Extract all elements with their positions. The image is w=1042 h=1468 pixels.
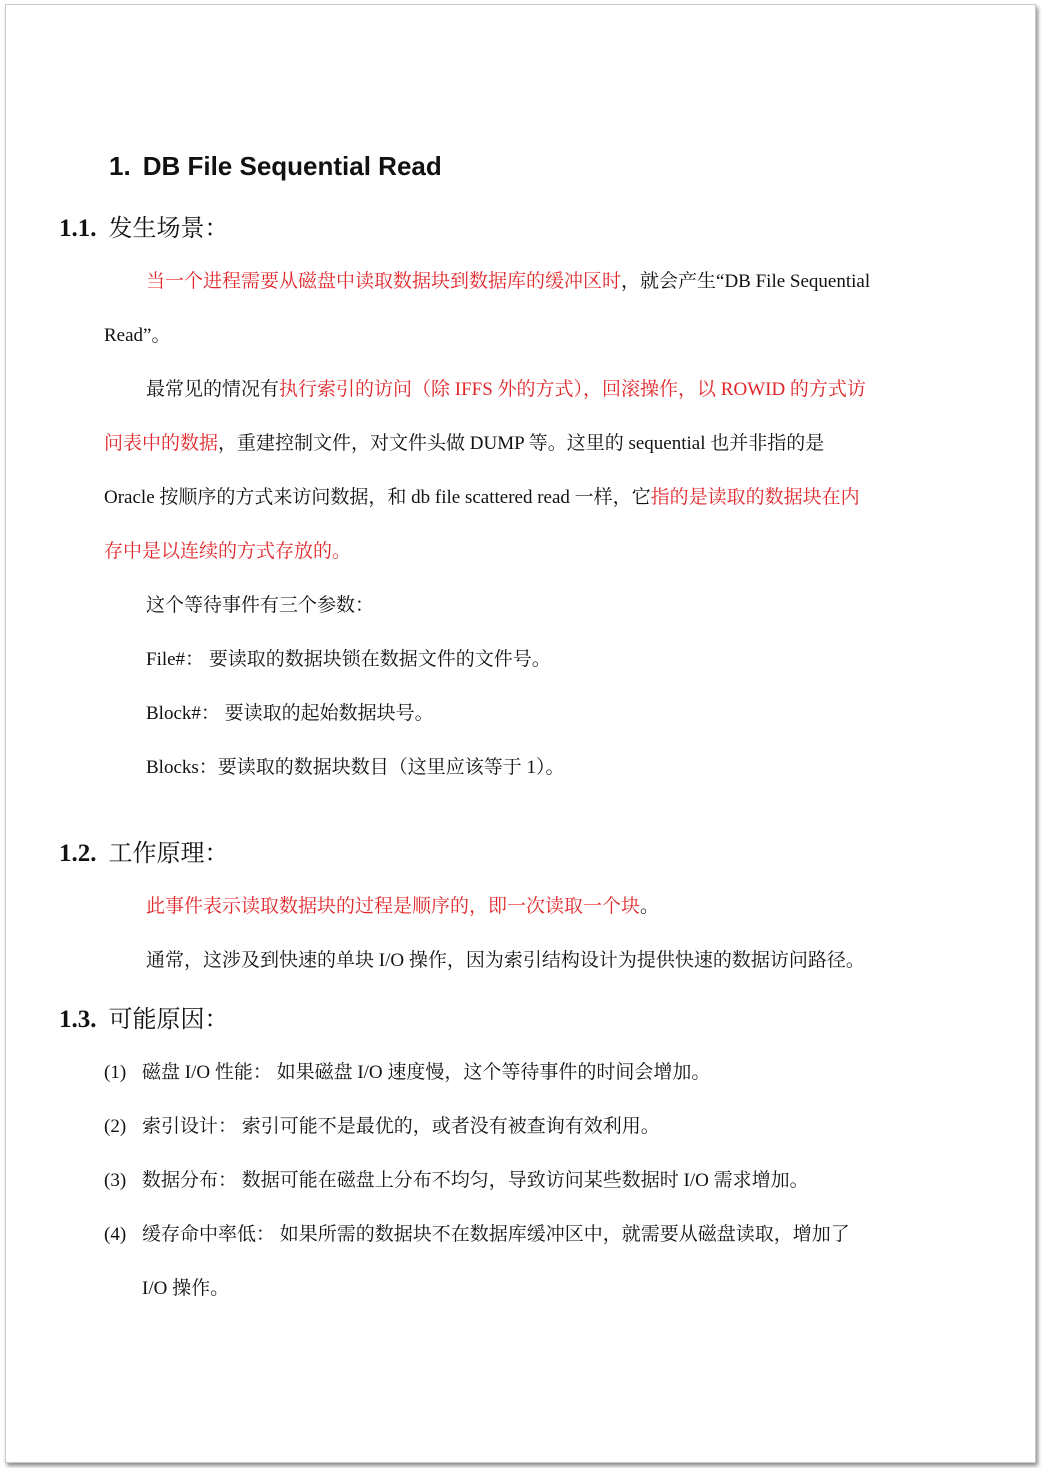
highlighted-text: 当一个进程需要从磁盘中读取数据块到数据库的缓冲区时 [146, 271, 622, 292]
list-number: (4) [104, 1224, 127, 1245]
param-file: File#： 要读取的数据块锁在数据文件的文件号。 [146, 649, 551, 670]
paragraph-line [104, 322, 170, 350]
list-item [104, 1059, 710, 1087]
heading-title [109, 148, 442, 184]
params-intro: 这个等待事件有三个参数： [146, 595, 375, 616]
section-number: 1.1. [59, 215, 97, 242]
param-block: Block#： 要读取的起始数据块号。 [146, 703, 434, 724]
list-number: (3) [104, 1170, 127, 1191]
body-text: Read”。 [104, 325, 171, 346]
body-text: Oracle 按顺序的方式来访问数据，和 db file scattered read 一样，它 [104, 487, 651, 508]
section-title: 工作原理： [108, 839, 229, 867]
list-item [104, 1113, 660, 1141]
section-title: 发生场景： [108, 214, 229, 242]
list-item-continuation: I/O 操作。 [142, 1278, 230, 1299]
body-text: 。 [640, 896, 660, 917]
section-heading-1-1 [59, 210, 229, 247]
heading-text: DB File Sequential Read [142, 151, 442, 181]
paragraph-line [146, 893, 659, 921]
section-title: 可能原因： [108, 1005, 229, 1033]
list-number: (1) [104, 1062, 127, 1083]
section-number: 1.3. [59, 1006, 97, 1033]
list-item [104, 1221, 850, 1249]
list-text: 缓存命中率低： 如果所需的数据块不在数据库缓冲区中，就需要从磁盘读取，增加了 [142, 1224, 850, 1245]
paragraph-line [146, 268, 870, 296]
highlighted-text: 问表中的数据 [104, 433, 219, 454]
section-heading-1-2 [59, 835, 229, 872]
document-page [5, 4, 1036, 1463]
paragraph-line: 通常，这涉及到快速的单块 I/O 操作，因为索引结构设计为提供快速的数据访问路径。 [146, 950, 865, 971]
section-number: 1.2. [59, 840, 97, 867]
highlighted-text: 执行索引的访问（除 IFFS 外的方式），回滚操作，以 ROWID 的方式访 [279, 379, 866, 400]
paragraph-line [146, 376, 866, 404]
paragraph-line [104, 430, 824, 458]
list-text: 数据分布： 数据可能在磁盘上分布不均匀，导致访问某些数据时 I/O 需求增加。 [142, 1170, 809, 1191]
list-text: 磁盘 I/O 性能： 如果磁盘 I/O 速度慢，这个等待事件的时间会增加。 [142, 1062, 711, 1083]
paragraph-line [104, 538, 351, 566]
section-heading-1-3 [59, 1001, 229, 1038]
body-text: ，就会产生“DB File Sequential [621, 271, 871, 292]
highlighted-text: 此事件表示读取数据块的过程是顺序的，即一次读取一个块 [146, 896, 641, 917]
list-number: (2) [104, 1116, 127, 1137]
param-blocks: Blocks：要读取的数据块数目（这里应该等于 1）。 [146, 757, 565, 778]
highlighted-text: 存中是以连续的方式存放的。 [104, 541, 352, 562]
list-item [104, 1167, 809, 1195]
body-text: 最常见的情况有 [146, 379, 280, 400]
paragraph-line [104, 484, 860, 512]
body-text: ，重建控制文件，对文件头做 DUMP 等。这里的 sequential 也并非指的是 [218, 433, 825, 454]
highlighted-text: 指的是读取的数据块在内 [650, 487, 860, 508]
list-text: 索引设计： 索引可能不是最优的，或者没有被查询有效利用。 [142, 1116, 660, 1137]
heading-number: 1. [109, 151, 131, 181]
